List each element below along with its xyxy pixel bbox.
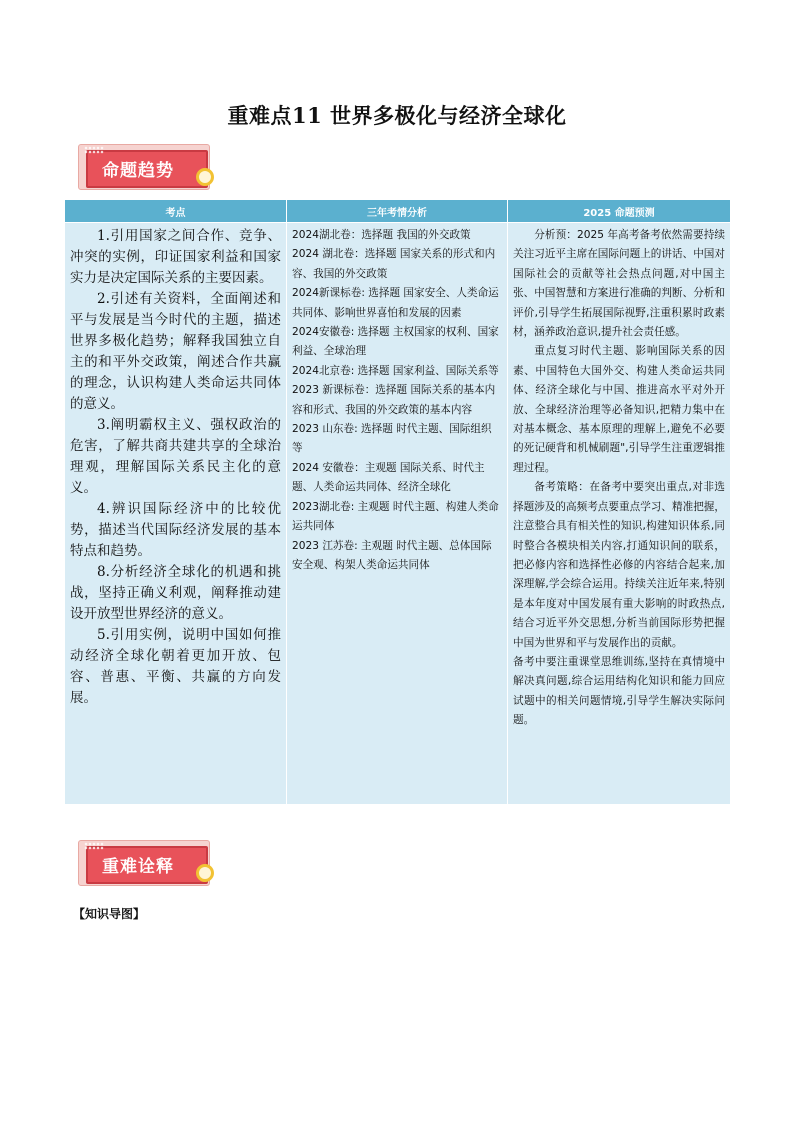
analysis-cell bbox=[287, 223, 508, 805]
forecast-cell bbox=[508, 223, 731, 805]
section-label-trends: 命题趋势 bbox=[102, 161, 174, 181]
knowledge-map-heading: 【知识导图】 bbox=[73, 907, 146, 921]
analysis-item: 2024安徽卷: 选择题 主权国家的权利、国家利益、全球治理 bbox=[292, 326, 499, 358]
section-banner-trends bbox=[78, 144, 218, 194]
analysis-item: 2023湖北卷: 主观题 时代主题、构建人类命运共同体 bbox=[292, 500, 499, 533]
header-points: 考点 bbox=[65, 200, 287, 223]
ring-icon bbox=[196, 864, 214, 882]
point-item: 5.引用实例，说明中国如何推动经济全球化朝着更加开放、包容、普惠、平衡、共赢的方向发展。 bbox=[70, 627, 281, 706]
analysis-item: 2023 山东卷: 选择题 时代主题、国际组织等 bbox=[292, 423, 492, 455]
forecast-item: 备考中要注重课堂思维训练,坚持在真情境中解决真问题,综合运用结构化知识和能力回应试题中的相关问题情境,引导学生解决实际问题。 bbox=[513, 655, 725, 727]
header-forecast: 2025 命题预测 bbox=[508, 200, 731, 223]
analysis-item: 2023 江苏卷: 主观题 时代主题、总体国际安全观、构架人类命运共同体 bbox=[292, 539, 492, 571]
point-item: 1.引用国家之间合作、竞争、冲突的实例，印证国家利益和国家实力是决定国际关系的主要因素。 bbox=[70, 228, 281, 286]
analysis-item: 2024新课标卷: 选择题 国家安全、人类命运共同体、影响世界喜怕和发展的因素 bbox=[292, 287, 499, 319]
section-label-explain: 重难诠释 bbox=[102, 857, 174, 877]
page-title: 重难点11 世界多极化与经济全球化 bbox=[227, 103, 567, 128]
point-item: 4.辨识国际经济中的比较优势，描述当代国际经济发展的基本特点和趋势。 bbox=[70, 501, 281, 559]
forecast-item: 备考策略：在备考中要突出重点,对非选择题涉及的高频考点要重点学习、精准把握，注意整合具有相关性的知识,构建知识体系,同时整合各模块相关内容,打通知识间的联系，把必修内容和选择性必修的内容结合起来,加深理解,学会综合运用。持续关注近年来,特别是本年度对中国发展有重大影响的时政热点,结合习近平外交思想,分析当前国际形势把握中国为世界和平与发展作出的贡献。 bbox=[513, 481, 725, 649]
point-item: 8.分析经济全球化的机遇和挑战，坚持正确义利观，阐释推动建设开放型世界经济的意义。 bbox=[70, 564, 281, 622]
ring-icon bbox=[196, 168, 214, 186]
points-cell bbox=[65, 223, 287, 805]
analysis-item: 2024北京卷: 选择题 国家利益、国际关系等 bbox=[292, 364, 499, 377]
analysis-item: 2024 湖北卷：选择题 国家关系的形式和内容、我国的外交政策 bbox=[292, 248, 496, 280]
forecast-item: 重点复习时代主题、影响国际关系的因素、中国特色大国外交、构建人类命运共同体、经济全球化与中国、推进高水平对外开放、全球经济治理等必备知识,把精力集中在对基本概念、基本原理的理解上,避免不必要的死记硬背和机械刷题",引导学生注重逻辑推理过程。 bbox=[513, 345, 725, 474]
section-banner-explain bbox=[78, 840, 218, 890]
analysis-item: 2024 安徽卷：主观题 国际关系、时代主题、人类命运共同体、经济全球化 bbox=[292, 461, 485, 494]
analysis-item: 2024湖北卷：选择题 我国的外交政策 bbox=[292, 229, 471, 241]
header-analysis: 三年考情分析 bbox=[287, 200, 508, 223]
forecast-item: 分析预：2025 年高考备考依然需要持续关注习近平主席在国际问题上的讲话、中国对国际社会的贡献等社会热点问题,对中国主张、中国智慧和方案进行准确的判断、分析和评价,引导学生拓展国际视野,注重积累时政素材，涵养政治意识,提升社会责任感。 bbox=[513, 229, 725, 339]
point-item: 3.阐明霸权主义、强权政治的危害，了解共商共建共享的全球治理观，理解国际关系民主化的意义。 bbox=[70, 417, 281, 496]
analysis-item: 2023 新课标卷：选择题 国际关系的基本内容和形式、我国的外交政策的基本内容 bbox=[292, 384, 496, 416]
point-item: 2.引述有关资料，全面阐述和平与发展是当今时代的主题，描述世界多极化趋势；解释我国独立自主的和平外交政策，阐述合作共赢的理念，认识构建人类命运共同体的意义。 bbox=[70, 291, 281, 412]
trends-table bbox=[64, 199, 731, 805]
